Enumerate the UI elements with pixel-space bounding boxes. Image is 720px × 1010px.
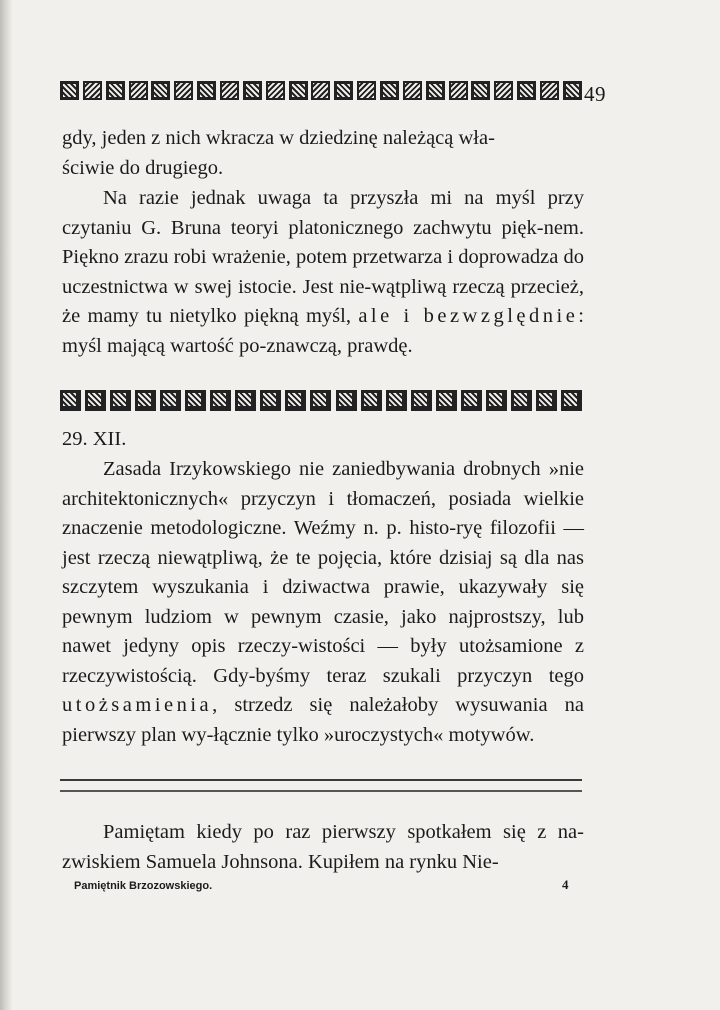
ornament-icon [174, 81, 193, 100]
divider-rule-bottom [60, 790, 582, 792]
ornament-icon [266, 81, 285, 100]
paragraph-3-emphasis: utożsamienia [62, 694, 213, 716]
ornament-icon [311, 81, 330, 100]
signature-mark: 4 [562, 877, 569, 892]
paragraph-3 [62, 455, 584, 750]
divider-rule-top [60, 779, 582, 781]
ornament-icon [60, 81, 79, 100]
paragraph-4: Pamiętam kiedy po raz pierwszy spotkałem się z na-zwiskiem Samuela Johnsona. Kupiłem na rynku Nie- [62, 821, 584, 873]
date-entry: 29. XII. [62, 428, 127, 450]
ornament-icon [471, 81, 490, 100]
ornament-icon [563, 81, 582, 100]
ornament-icon [151, 81, 170, 100]
paragraph-2-emphasis: ale i bezwzględnie [358, 305, 579, 327]
ornament-icon [380, 81, 399, 100]
ornament-icon [289, 81, 308, 100]
ornament-icon [220, 81, 239, 100]
ornament-icon [357, 81, 376, 100]
ornament-icon [185, 390, 206, 411]
paragraph-2 [62, 184, 584, 361]
ornament-icon [403, 81, 422, 100]
ornament-icon [334, 81, 353, 100]
paragraph-1-line-1: gdy, jeden z nich wkracza w dziedzinę należącą wła- [62, 127, 495, 149]
ornament-icon [386, 390, 407, 411]
ornament-icon [426, 81, 445, 100]
ornament-icon [197, 81, 216, 100]
ornament-icon [85, 390, 106, 411]
ornament-icon [436, 390, 457, 411]
paragraph-1-line-2: ściwie do drugiego. [62, 156, 224, 179]
header-ornament-band [60, 80, 582, 101]
ornament-icon [285, 390, 306, 411]
ornament-icon [135, 390, 156, 411]
ornament-icon [411, 390, 432, 411]
ornament-icon [106, 81, 125, 100]
ornament-icon [540, 81, 559, 100]
ornament-icon [243, 81, 262, 100]
ornament-icon [110, 390, 131, 411]
ornament-icon [449, 81, 468, 100]
ornament-icon [511, 390, 532, 411]
section-ornament-band [60, 390, 582, 412]
paragraph-2-text-b: : myśl mającą wartość po-znawczą, prawdę. [62, 305, 584, 357]
ornament-icon [210, 390, 231, 411]
ornament-icon [160, 390, 181, 411]
book-spine-shadow [0, 0, 12, 1010]
paragraph-1 [62, 124, 584, 183]
ornament-icon [461, 390, 482, 411]
ornament-icon [361, 390, 382, 411]
ornament-icon [486, 390, 507, 411]
ornament-icon [494, 81, 513, 100]
paragraph-3-text-a: Zasada Irzykowskiego nie zaniedbywania drobnych »nie architektonicznych« przyczyn i tłomaczeń, posiada wielkie znaczenie metodologiczne. Weźmy n. p. histo-ryę filozofii — jest rzeczą niewątpliwą, że te pojęcia, które dzisiaj są dla nas szczytem wyszukania i dziwactwa prawie, ukazywały się pewnym ludziom w pewnym czasie, jako najprostszy, lub nawet jedyny opis rzeczy-wistości — były utożsamione z rzeczywistością. Gdy-byśmy teraz szukali przyczyn tego [62, 458, 584, 687]
ornament-icon [129, 81, 148, 100]
ornament-icon [60, 390, 81, 411]
paragraph-2-text-a: Na razie jednak uwaga ta przyszła mi na myśl przy czytaniu G. Bruna teoryi platonicznego zachwytu pięk-nem. Piękno zrazu robi wrażenie, potem przetwarza i doprowadza do uczestnictwa w swej istocie. Jest nie-wątpliwą rzeczą przecież, że mamy tu nietylko piękną myśl, [62, 187, 584, 327]
ornament-icon [235, 390, 256, 411]
ornament-icon [517, 81, 536, 100]
footer-title: Pamiętnik Brzozowskiego. [74, 880, 213, 892]
page-number: 49 [584, 82, 606, 106]
ornament-icon [561, 390, 582, 411]
paragraph-3-text-b: , strzedz się należałoby wysuwania na pierwszy plan wy-łącznie tylko »uroczystych« motywów. [62, 694, 584, 746]
ornament-icon [83, 81, 102, 100]
ornament-icon [336, 390, 357, 411]
ornament-icon [310, 390, 331, 411]
ornament-icon [536, 390, 557, 411]
ornament-icon [260, 390, 281, 411]
